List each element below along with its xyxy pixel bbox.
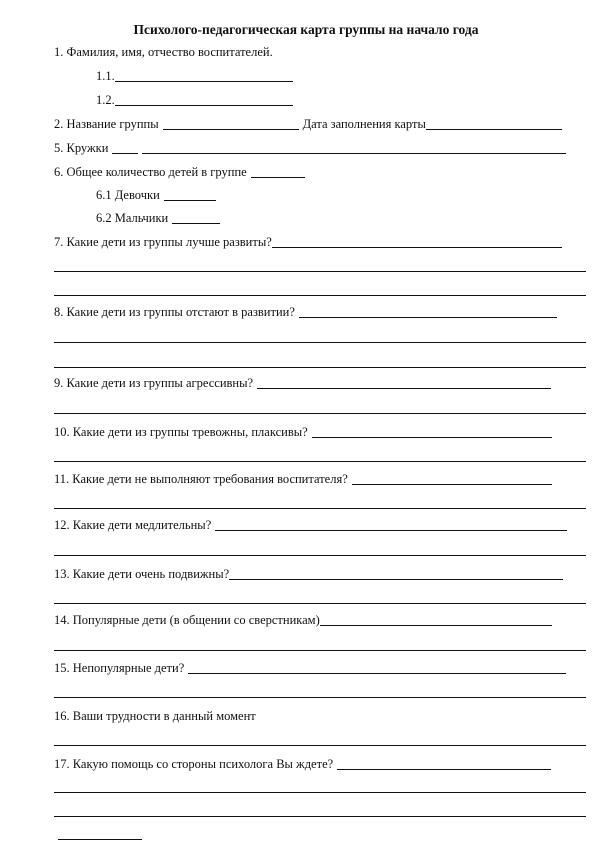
item-15-label: 15. Непопулярные дети? bbox=[54, 661, 185, 675]
item-7 bbox=[54, 234, 562, 250]
group-name-field[interactable] bbox=[163, 128, 299, 130]
clubs-field[interactable] bbox=[142, 152, 566, 154]
boys-field[interactable] bbox=[172, 222, 220, 224]
item-11-line-2[interactable] bbox=[54, 508, 586, 509]
item-6 bbox=[54, 164, 305, 180]
signature-row bbox=[54, 826, 142, 842]
item-17-line-2[interactable] bbox=[54, 792, 586, 793]
item-1-1-field[interactable] bbox=[115, 80, 293, 82]
item-10-line-2[interactable] bbox=[54, 461, 586, 462]
item-6-2-label: 6.2 Мальчики bbox=[96, 211, 169, 225]
item-13 bbox=[54, 566, 563, 582]
item-14-field[interactable] bbox=[320, 624, 552, 626]
item-1-1-label: 1.1. bbox=[96, 69, 115, 83]
item-2 bbox=[54, 116, 562, 132]
item-17-label: 17. Какую помощь со стороны психолога Вы ждете? bbox=[54, 757, 334, 771]
item-6-label: 6. Общее количество детей в группе bbox=[54, 165, 247, 179]
item-8-label: 8. Какие дети из группы отстают в развитии? bbox=[54, 305, 295, 319]
item-16 bbox=[54, 708, 256, 724]
signature-field[interactable] bbox=[58, 838, 142, 840]
item-6-2 bbox=[96, 210, 220, 226]
item-8 bbox=[54, 304, 557, 320]
item-15-line-2[interactable] bbox=[54, 697, 586, 698]
item-10 bbox=[54, 424, 552, 440]
item-17-line-3[interactable] bbox=[54, 816, 586, 817]
form-title: Психолого-педагогическая карта группы на начало года bbox=[133, 22, 479, 37]
item-12-line-2[interactable] bbox=[54, 555, 586, 556]
item-11-field[interactable] bbox=[352, 483, 552, 485]
item-9-field[interactable] bbox=[257, 387, 551, 389]
item-2-date-label: Дата заполнения карты bbox=[302, 117, 426, 131]
item-14-line-2[interactable] bbox=[54, 650, 586, 651]
item-9 bbox=[54, 375, 551, 391]
item-1-label: 1. Фамилия, имя, отчество воспитателей. bbox=[54, 45, 273, 59]
item-12 bbox=[54, 517, 567, 533]
item-11-label: 11. Какие дети не выполняют требования воспитателя? bbox=[54, 472, 348, 486]
item-1-2-field[interactable] bbox=[115, 104, 293, 106]
item-6-1-label: 6.1 Девочки bbox=[96, 188, 160, 202]
item-5 bbox=[54, 140, 566, 156]
item-9-label: 9. Какие дети из группы агрессивны? bbox=[54, 376, 254, 390]
item-16-label: 16. Ваши трудности в данный момент bbox=[54, 709, 256, 723]
item-8-line-3[interactable] bbox=[54, 367, 586, 368]
item-17 bbox=[54, 756, 551, 772]
item-11 bbox=[54, 471, 552, 487]
item-7-line-3[interactable] bbox=[54, 295, 586, 296]
item-1-1 bbox=[96, 68, 293, 84]
item-8-field[interactable] bbox=[299, 316, 557, 318]
item-8-line-2[interactable] bbox=[54, 342, 586, 343]
date-field[interactable] bbox=[426, 128, 562, 130]
item-7-line-2[interactable] bbox=[54, 271, 586, 272]
item-2-label: 2. Название группы bbox=[54, 117, 159, 131]
item-1-2 bbox=[96, 92, 293, 108]
item-1 bbox=[54, 44, 273, 60]
item-15-field[interactable] bbox=[188, 672, 566, 674]
item-16-line-1[interactable] bbox=[54, 745, 586, 746]
item-14 bbox=[54, 612, 552, 628]
item-13-field[interactable] bbox=[229, 578, 563, 580]
item-12-label: 12. Какие дети медлительны? bbox=[54, 518, 212, 532]
item-5-label: 5. Кружки bbox=[54, 141, 109, 155]
item-1-2-label: 1.2. bbox=[96, 93, 115, 107]
item-5-field-a bbox=[112, 152, 138, 154]
girls-field[interactable] bbox=[164, 199, 216, 201]
item-13-label: 13. Какие дети очень подвижны? bbox=[54, 567, 230, 581]
item-7-field[interactable] bbox=[272, 246, 562, 248]
item-14-label: 14. Популярные дети (в общении со сверстникам) bbox=[54, 613, 320, 627]
item-12-field[interactable] bbox=[215, 529, 567, 531]
item-10-field[interactable] bbox=[312, 436, 552, 438]
item-17-field[interactable] bbox=[375, 768, 551, 770]
item-15 bbox=[54, 660, 566, 676]
item-17-field-a bbox=[337, 768, 375, 770]
total-children-field[interactable] bbox=[251, 176, 305, 178]
item-6-1 bbox=[96, 187, 216, 203]
item-13-line-2[interactable] bbox=[54, 603, 586, 604]
item-9-line-2[interactable] bbox=[54, 413, 586, 414]
item-10-label: 10. Какие дети из группы тревожны, плаксивы? bbox=[54, 425, 308, 439]
item-7-label: 7. Какие дети из группы лучше развиты? bbox=[54, 235, 272, 249]
